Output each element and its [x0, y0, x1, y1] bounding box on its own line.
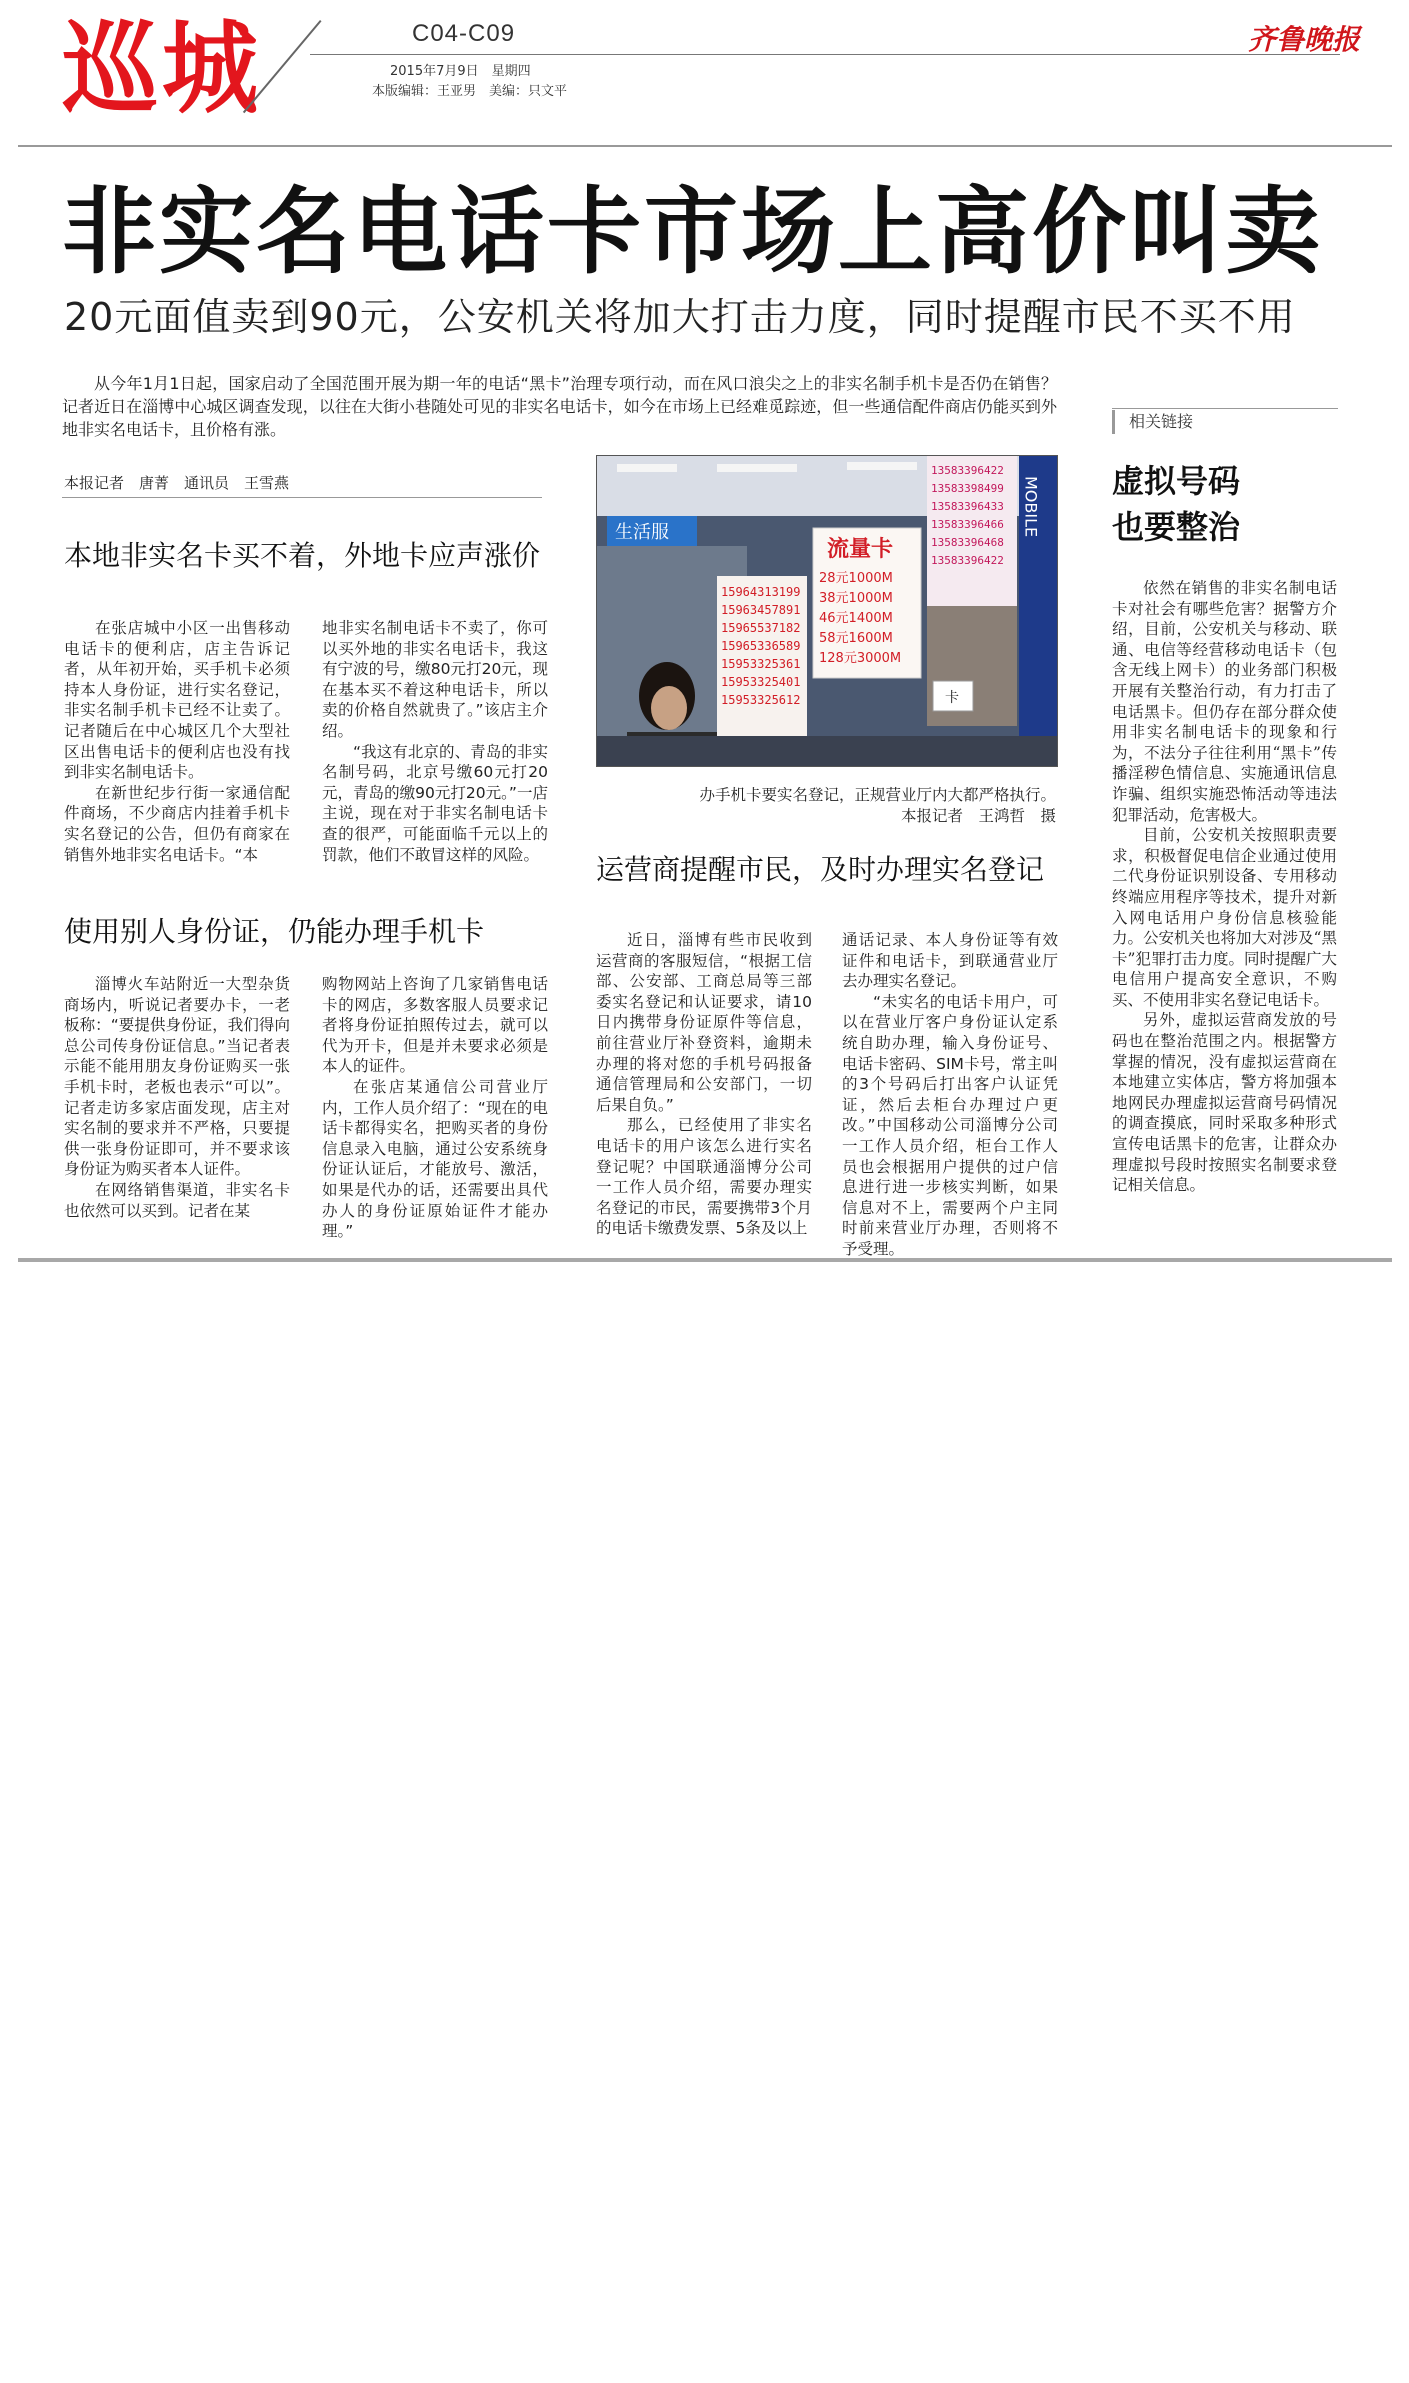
editor-credits: 本版编辑：王亚男 美编：只文平	[372, 84, 568, 99]
sign-price: 58元1600M	[819, 631, 893, 646]
sidebar-label: 相关链接	[1112, 410, 1201, 434]
article-photo	[596, 455, 1058, 767]
banner-number: 13583398499	[931, 482, 1004, 495]
article-subhead: 20元面值卖到90元，公安机关将加大打击力度，同时提醒市民不买不用	[64, 295, 1296, 339]
sign-number: 15964313199	[721, 585, 801, 599]
store-sign-text: 生活服	[615, 522, 669, 543]
paragraph: 那么，已经使用了非实名电话卡的用户该怎么进行实名登记呢？中国联通淄博分公司一工作人员介绍，需要办理实名登记的市民，需要携带3个月的电话卡缴费发票、5条及以上	[596, 1116, 812, 1238]
paragraph: 目前，公安机关按照职责要求，积极督促电信企业通过使用二代身份证识别设备、专用移动终端应用程序等技术，提升对新入网电话用户身份信息核验能力。公安机关也将加大对涉及“黑卡”犯罪打击力度。同时提醒广大电信用户提高安全意识，不购买、不使用非实名登记电话卡。	[1112, 826, 1337, 1009]
photo-caption	[596, 785, 1056, 827]
sidebar-body	[1112, 578, 1337, 1196]
sidebar-title	[1112, 458, 1240, 550]
section-3-column-1	[596, 930, 812, 1239]
byline-rule	[62, 497, 542, 498]
header-top-rule	[310, 54, 1340, 55]
paragraph: 另外，虚拟运营商发放的号码也在整治范围之内。根据警方掌握的情况，没有虚拟运营商在本地建立实体店，警方将加强本地网民办理虚拟运营商号码情况的调查摸底，同时采取多种形式宣传电话黑卡的危害，让群众办理虚拟号段时按照实名制要求登记相关信息。	[1112, 1011, 1337, 1195]
sign-number: 15953325401	[721, 675, 801, 689]
paragraph: 淄博火车站附近一大型杂货商场内，听说记者要办卡，一老板称：“要提供身份证，我们得向总公司传身份证信息。”当记者表示能不能用朋友身份证购买一张手机卡时，老板也表示“可以”。记者走访多家店面发现，店主对实名制的要求并不严格，只要提供一张身份证即可，并不要求该身份证为购买者本人证件。	[64, 975, 290, 1179]
page-range: C04-C09	[412, 20, 516, 47]
paragraph: 在张店城中小区一出售移动电话卡的便利店，店主告诉记者，从年初开始，买手机卡必须持本人身份证，进行实名登记，非实名制手机卡已经不让卖了。记者随后在中心城区几个大型社区出售电话卡的便利店也没有找到非实名制电话卡。	[64, 619, 290, 782]
header-rule	[18, 145, 1392, 147]
banner-number: 13583396468	[931, 536, 1004, 549]
banner-number: 13583396433	[931, 500, 1004, 513]
sign-price: 46元1400M	[819, 611, 893, 626]
paragraph: 在张店某通信公司营业厅内，工作人员介绍了：“现在的电话卡都得实名，把购买者的身份信息录入电脑，通过公安系统身份证认证后，才能放号、激活，如果是代办的话，还需要出具代办人的身份证原始证件才能办理。”	[322, 1077, 548, 1241]
section-logo: 巡城	[62, 10, 262, 128]
photo-credit: 本报记者 王鸿哲 摄	[900, 807, 1056, 825]
banner-number: 13583396422	[931, 464, 1004, 477]
caption-text: 办手机卡要实名登记，正规营业厅内大都严格执行。	[699, 786, 1056, 804]
page-bottom-rule	[18, 1258, 1392, 1262]
photo-illustration	[597, 456, 1057, 766]
paragraph: 在新世纪步行街一家通信配件商场，不少商店内挂着手机卡实名登记的公告，但仍有商家在销售外地非实名电话卡。“本	[64, 783, 290, 864]
board-label: 卡	[945, 690, 959, 706]
section-title-3: 运营商提醒市民，及时办理实名登记	[596, 853, 1045, 886]
sidebar-title-line: 也要整治	[1112, 508, 1241, 546]
banner-number: 13583396422	[931, 554, 1004, 567]
paragraph: 地非实名制电话卡不卖了，你可以买外地的非实名电话卡，我这有宁波的号，缴80元打20元，现在基本买不着这种电话卡，所以卖的价格自然就贵了。”该店主介绍。	[322, 619, 548, 740]
sign-number: 15953325361	[721, 657, 801, 671]
paragraph: “未实名的电话卡用户，可以在营业厅客户身份证认定系统自助办理，输入身份证号、电话卡密码、SIM卡号，常主叫的3个号码后打出客户认证凭证，然后去柜台办理过户更改。”中国移动公司淄博分公司一工作人员介绍，柜台工作人员也会根据用户提供的过户信息进行进一步核实判断，如果信息对不上，需要两个户主同时前来营业厅办理，否则将不予受理。	[842, 992, 1058, 1258]
paragraph: “我这有北京的、青岛的非实名制号码，北京号缴60元打20元，青岛的缴90元打20元。”一店主说，现在对于非实名制电话卡查的很严，可能面临千元以上的罚款，他们不敢冒这样的风险。	[322, 742, 548, 864]
sign-number: 15965537182	[721, 621, 801, 635]
article-lead: 从今年1月1日起，国家启动了全国范围开展为期一年的电话“黑卡”治理专项行动，而在风口浪尖之上的非实名制手机卡是否仍在销售？记者近日在淄博中心城区调查发现，以往在大街小巷随处可见的非实名电话卡，如今在市场上已经难觅踪迹，但一些通信配件商店仍能买到外地非实名电话卡，且价格有涨。	[62, 374, 1057, 439]
paragraph: 依然在销售的非实名制电话卡对社会有哪些危害？据警方介绍，目前，公安机关与移动、联通、电信等经营移动电话卡（包含无线上网卡）的业务部门积极开展有关整治行动，有力打击了电话黑卡。但仍存在部分群众使用非实名制电话卡的现象和行为，不法分子往往利用“黑卡”传播淫秽色情信息、实施通讯信息诈骗、组织实施恐怖活动等违法犯罪活动，危害极大。	[1112, 579, 1337, 824]
section-title-1: 本地非实名卡买不着，外地卡应声涨价	[64, 539, 541, 572]
number-board	[721, 585, 800, 707]
sidebar-top-rule	[1112, 408, 1338, 409]
paragraph: 购物网站上咨询了几家销售电话卡的网店，多数客服人员要求记者将身份证拍照传过去，就可以代为开卡，但是并未要求必须是本人的证件。	[322, 975, 548, 1076]
newspaper-masthead: 齐鲁晚报	[1248, 23, 1361, 56]
issue-date: 2015年7月9日 星期四	[390, 64, 531, 79]
paragraph: 通话记录、本人身份证等有效证件和电话卡，到联通营业厅去办理实名登记。	[842, 931, 1058, 991]
section-1-column-2	[322, 618, 548, 865]
sign-number: 15953325612	[721, 693, 801, 707]
sign-flow-card: 流量卡	[827, 537, 894, 562]
section-1-column-1	[64, 618, 290, 865]
mobile-sign: MOBILE	[1021, 476, 1041, 538]
banner-number: 13583396466	[931, 518, 1004, 531]
section-2-column-2	[322, 974, 548, 1242]
sign-number: 15965336589	[721, 639, 801, 653]
article-headline: 非实名电话卡市场上高价叫卖	[62, 178, 1324, 287]
sign-price: 128元3000M	[819, 651, 902, 666]
article-byline: 本报记者 唐菁 通讯员 王雪燕	[64, 474, 290, 492]
sidebar-title-line: 虚拟号码	[1112, 462, 1241, 500]
sign-number: 15963457891	[721, 603, 801, 617]
paragraph: 在网络销售渠道，非实名卡也依然可以买到。记者在某	[64, 1180, 290, 1220]
paragraph: 近日，淄博有些市民收到运营商的客服短信，“根据工信部、公安部、工商总局等三部委实名登记和认证要求，请10日内携带身份证原件等信息，前往营业厅补登资料，逾期未办理的将对您的手机号码报备通信管理局和公安部门，一切后果自负。”	[596, 931, 812, 1114]
section-title-2: 使用别人身份证，仍能办理手机卡	[64, 915, 485, 948]
sign-price: 38元1000M	[819, 591, 893, 606]
section-3-column-2	[842, 930, 1058, 1260]
sign-price: 28元1000M	[819, 571, 893, 586]
section-2-column-1	[64, 974, 290, 1221]
